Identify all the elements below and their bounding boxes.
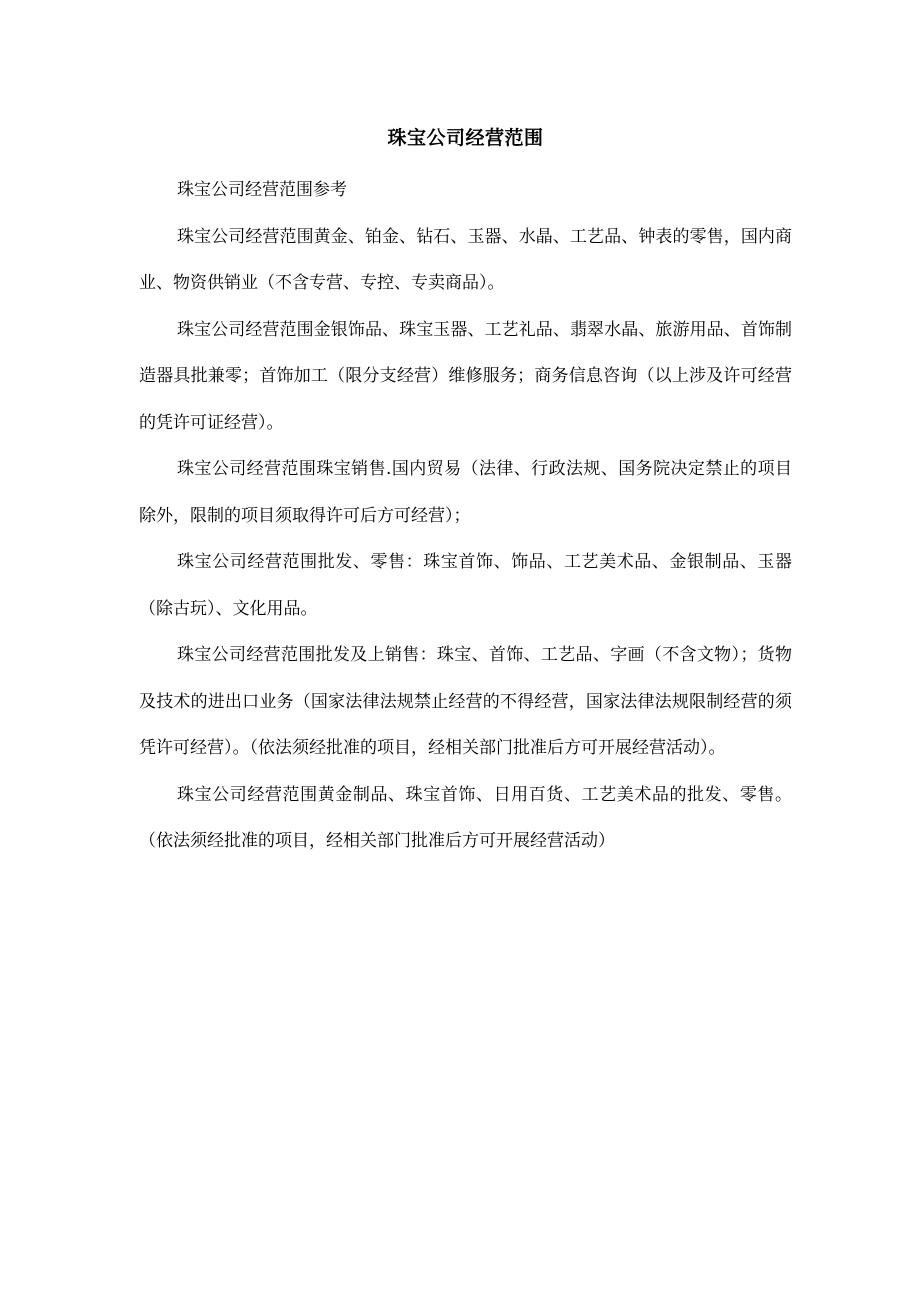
paragraph-scope-1: 珠宝公司经营范围黄金、铂金、钻石、玉器、水晶、工艺品、钟表的零售，国内商业、物资供销业（不含专营、专控、专卖商品）。 [139, 226, 792, 293]
paragraph-scope-5: 珠宝公司经营范围批发及上销售：珠宝、首饰、工艺品、字画（不含文物）；货物及技术的进出口业务（国家法律法规禁止经营的不得经营，国家法律法规限制经营的须凭许可经营）。（依法须经批准的项目，经相关部门批准后方可开展经营活动）。 [139, 645, 792, 758]
paragraph-scope-3: 珠宝公司经营范围珠宝销售.国内贸易（法律、行政法规、国务院决定禁止的项目除外，限制的项目须取得许可后方可经营）； [139, 459, 792, 526]
paragraph-scope-4: 珠宝公司经营范围批发、零售：珠宝首饰、饰品、工艺美术品、金银制品、玉器（除古玩）、文化用品。 [139, 552, 792, 619]
document-title: 珠宝公司经营范围 [387, 127, 544, 149]
paragraph-scope-2: 珠宝公司经营范围金银饰品、珠宝玉器、工艺礼品、翡翠水晶、旅游用品、首饰制造器具批兼零；首饰加工（限分支经营）维修服务；商务信息咨询（以上涉及许可经营的凭许可证经营）。 [139, 319, 792, 433]
document-body [139, 120, 792, 865]
paragraph-reference: 珠宝公司经营范围参考 [177, 180, 347, 200]
paragraph-scope-6: 珠宝公司经营范围黄金制品、珠宝首饰、日用百货、工艺美术品的批发、零售。（依法须经批准的项目，经相关部门批准后方可开展经营活动） [139, 784, 792, 851]
